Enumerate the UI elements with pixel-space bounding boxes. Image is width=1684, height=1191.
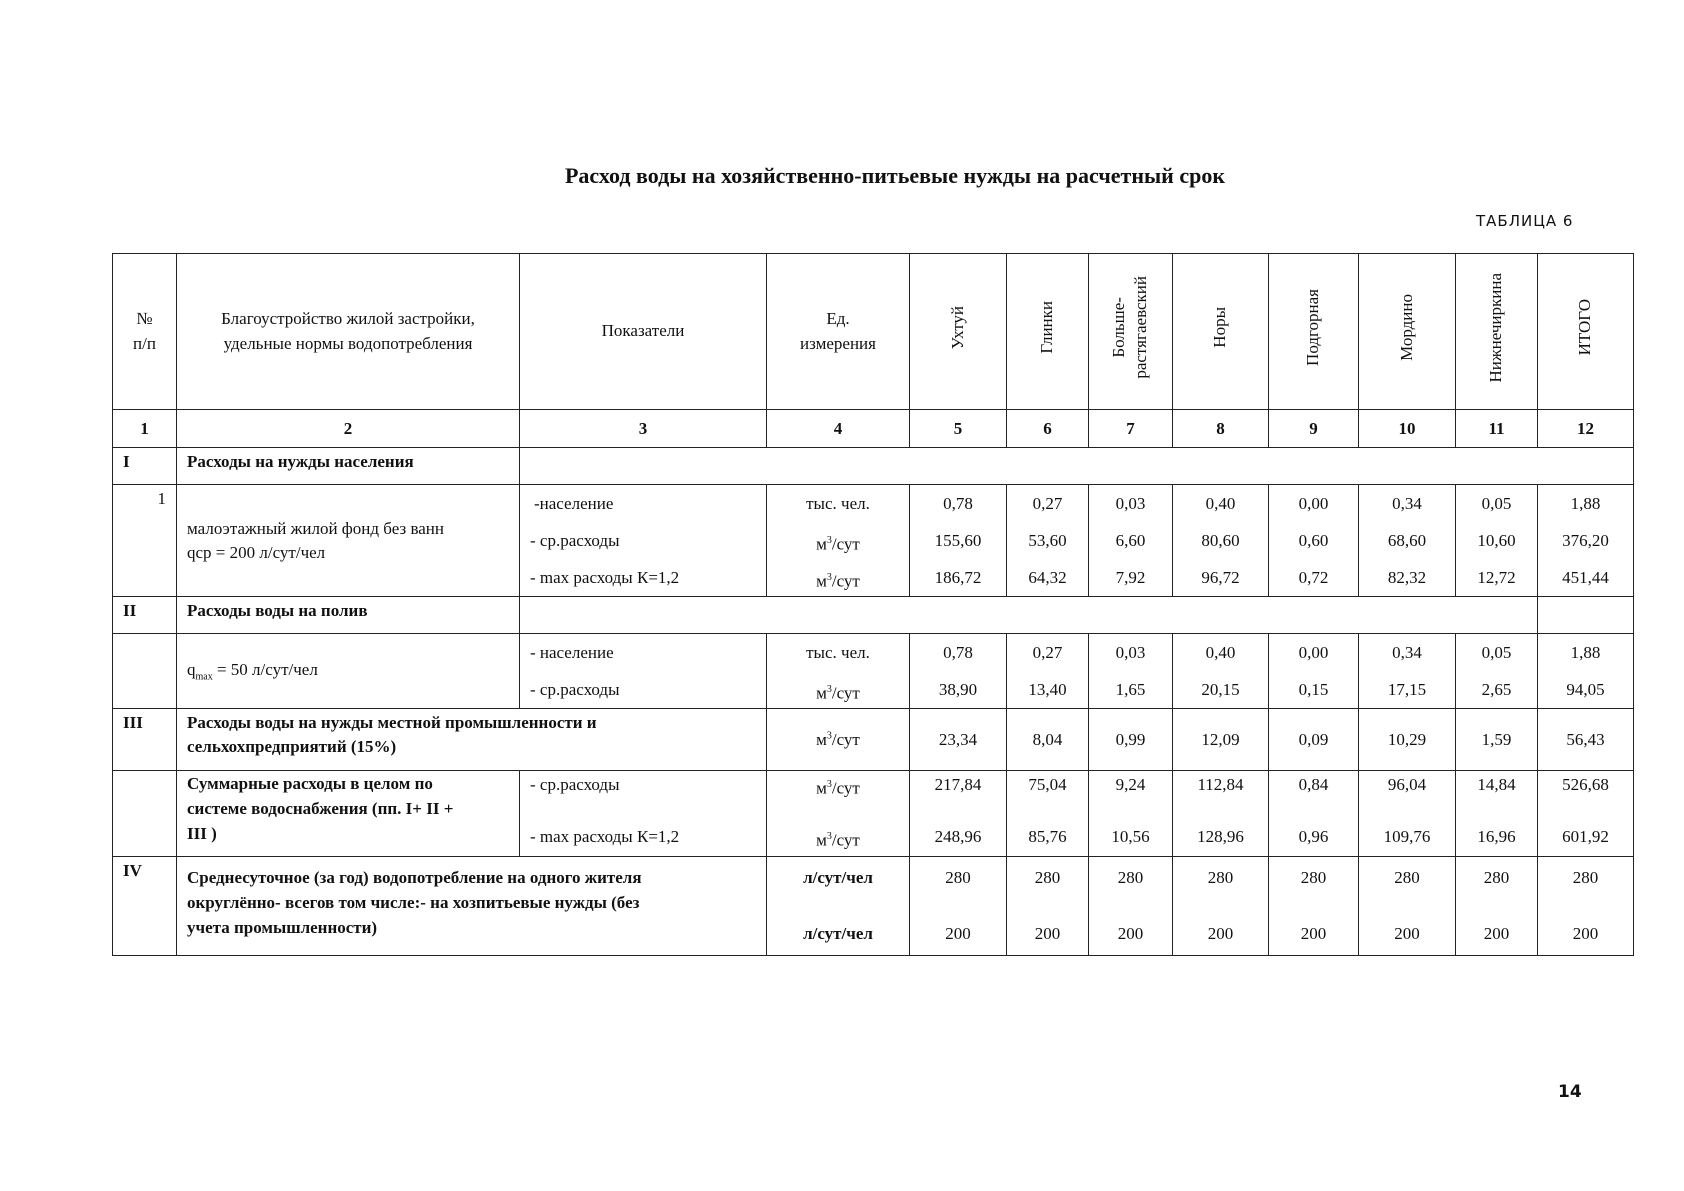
table-row: [113, 634, 1634, 709]
section-header-row: [113, 448, 1634, 485]
unit-cell: $м^3$/сут $м^3$/сут: [767, 771, 910, 857]
value-cell: 56,43: [1538, 709, 1634, 771]
value-cell: 0,34 17,15: [1359, 634, 1456, 709]
row-number: 1: [113, 485, 177, 597]
table-label: ТАБЛИЦА 6: [1476, 212, 1574, 230]
section-code: IV: [113, 857, 177, 956]
value-cell: 0,00 0,60 0,72: [1269, 485, 1359, 597]
unit-cell: тыс. чел. $м^3$/сут: [767, 634, 910, 709]
value-cell: 1,59: [1456, 709, 1538, 771]
page-number: 14: [1558, 1082, 1582, 1102]
value-cell: 0,40 20,15: [1173, 634, 1269, 709]
indicator-cell: - население - ср.расходы: [520, 634, 767, 709]
header-num: № п/п: [113, 254, 177, 410]
header-settlement-glinki: Глинки: [1007, 254, 1089, 410]
value-cell: 0,27 13,40: [1007, 634, 1089, 709]
header-unit: Ед. измерения: [767, 254, 910, 410]
value-cell: 23,34: [910, 709, 1007, 771]
value-cell: 280 200: [1538, 857, 1634, 956]
value-cell: 280 200: [1007, 857, 1089, 956]
header-indicators: Показатели: [520, 254, 767, 410]
value-cell: 1,88 94,05: [1538, 634, 1634, 709]
header-settlement-nory: Норы: [1173, 254, 1269, 410]
value-cell: 8,04: [1007, 709, 1089, 771]
table-header-row: [113, 254, 1634, 410]
unit-cell: л/сут/чел л/сут/чел: [767, 857, 910, 956]
column-number: 4: [767, 410, 910, 448]
column-number-row: [113, 410, 1634, 448]
value-cell: 96,04 109,76: [1359, 771, 1456, 857]
header-settlement-mordino: Мордино: [1359, 254, 1456, 410]
column-number: 1: [113, 410, 177, 448]
section-title: Расходы на нужды населения: [177, 448, 520, 485]
indicator-cell: -население - ср.расходы - max расходы К=1,2: [520, 485, 767, 597]
value-cell: 280 200: [1089, 857, 1173, 956]
value-cell: 9,24 10,56: [1089, 771, 1173, 857]
value-cell: 75,04 85,76: [1007, 771, 1089, 857]
value-cell: 0,78 38,90: [910, 634, 1007, 709]
value-cell: 0,05 2,65: [1456, 634, 1538, 709]
header-settlement-ukhtuy: Ухтуй: [910, 254, 1007, 410]
section-title: Расходы воды на нужды местной промышленности и сельхохпредприятий (15%): [177, 709, 767, 771]
column-number: 11: [1456, 410, 1538, 448]
column-number: 12: [1538, 410, 1634, 448]
value-cell: 280 200: [1173, 857, 1269, 956]
value-cell: 0,34 68,60 82,32: [1359, 485, 1456, 597]
column-number: 8: [1173, 410, 1269, 448]
value-cell: 0,00 0,15: [1269, 634, 1359, 709]
value-cell: 0,03 1,65: [1089, 634, 1173, 709]
unit-cell: тыс. чел. $м^3$/сут $м^3$/сут: [767, 485, 910, 597]
value-cell: 217,84 248,96: [910, 771, 1007, 857]
header-settlement-podgornaya: Подгорная: [1269, 254, 1359, 410]
column-number: 3: [520, 410, 767, 448]
value-cell: 14,84 16,96: [1456, 771, 1538, 857]
column-number: 6: [1007, 410, 1089, 448]
table-row: [113, 709, 1634, 771]
value-cell: 0,78 155,60 186,72: [910, 485, 1007, 597]
section-code: II: [113, 597, 177, 634]
header-improvement: Благоустройство жилой застройки, удельные нормы водопотребления: [177, 254, 520, 410]
column-number: 7: [1089, 410, 1173, 448]
column-number: 10: [1359, 410, 1456, 448]
value-cell: 0,27 53,60 64,32: [1007, 485, 1089, 597]
value-cell: 280 200: [910, 857, 1007, 956]
value-cell: 526,68 601,92: [1538, 771, 1634, 857]
value-cell: 0,09: [1269, 709, 1359, 771]
document-title: Расход воды на хозяйственно-питьевые нужды на расчетный срок: [564, 163, 1226, 188]
header-settlement-bolshe-rastyagaevsky: Больше- растягаевский: [1089, 254, 1173, 410]
value-cell: 0,99: [1089, 709, 1173, 771]
value-cell: 1,88 376,20 451,44: [1538, 485, 1634, 597]
row-description: малоэтажный жилой фонд без ванн qср = 200 л/сут/чел: [177, 485, 520, 597]
section-title: Расходы воды на полив: [177, 597, 520, 634]
header-settlement-nizhnechirkina: Нижнечиркина: [1456, 254, 1538, 410]
value-cell: 0,03 6,60 7,92: [1089, 485, 1173, 597]
value-cell: 280 200: [1359, 857, 1456, 956]
value-cell: 112,84 128,96: [1173, 771, 1269, 857]
value-cell: 0,05 10,60 12,72: [1456, 485, 1538, 597]
value-cell: 0,84 0,96: [1269, 771, 1359, 857]
section-code: III: [113, 709, 177, 771]
header-total: ИТОГО: [1538, 254, 1634, 410]
value-cell: 0,40 80,60 96,72: [1173, 485, 1269, 597]
column-number: 5: [910, 410, 1007, 448]
unit-cell: $м^3$/сут: [767, 709, 910, 771]
table-row: [113, 857, 1634, 956]
section-code: I: [113, 448, 177, 485]
section-header-row: [113, 597, 1634, 634]
value-cell: 280 200: [1269, 857, 1359, 956]
column-number: 2: [177, 410, 520, 448]
section-title: Среднесуточное (за год) водопотребление на одного жителя округлённо- всегов том числе:- на хозпитьевые нужды (без учета промышленности): [177, 857, 767, 956]
value-cell: 12,09: [1173, 709, 1269, 771]
water-consumption-table: [112, 253, 1634, 956]
indicator-cell: - ср.расходы - max расходы К=1,2: [520, 771, 767, 857]
table-row: [113, 771, 1634, 857]
table-row: [113, 485, 1634, 597]
row-description: Суммарные расходы в целом по системе водоснабжения (пп. I+ II + III ): [177, 771, 520, 857]
column-number: 9: [1269, 410, 1359, 448]
value-cell: 280 200: [1456, 857, 1538, 956]
value-cell: 10,29: [1359, 709, 1456, 771]
row-description: $q_{max} = 50$ л/сут/чел: [177, 634, 520, 709]
